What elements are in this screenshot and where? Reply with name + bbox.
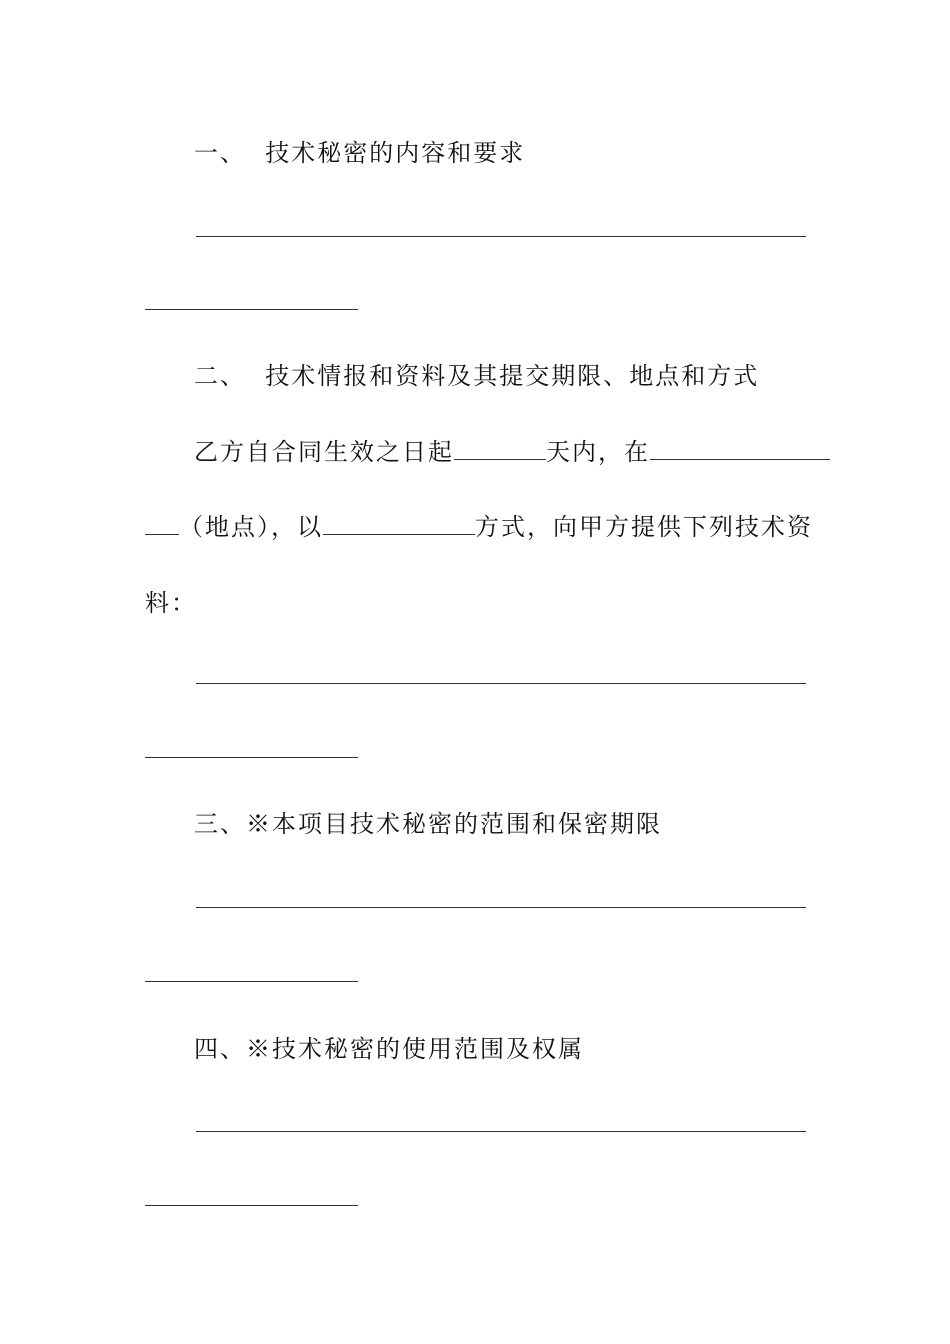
place-blank [650,437,830,460]
fill-line [196,236,806,237]
clause-2-line-1 [194,437,830,467]
clause-text: 方式，向甲方提供下列技术资 [475,513,813,541]
method-blank [323,512,475,535]
fill-line [196,683,806,684]
section-2-heading: 二、 技术情报和资料及其提交期限、地点和方式 [194,362,760,390]
clause-2-line-3: 料： [145,589,197,617]
fill-line [145,309,358,310]
clause-text: 天内，在 [546,438,650,466]
section-4-heading: 四、※技术秘密的使用范围及权属 [194,1035,584,1063]
place-blank-cont [145,512,179,535]
section-1-heading: 一、 技术秘密的内容和要求 [194,139,526,167]
fill-line [145,1205,358,1206]
fill-line [145,757,358,758]
days-blank [454,437,546,460]
fill-line [145,981,358,982]
clause-2-line-2 [145,512,813,542]
clause-text: （地点），以 [179,513,323,541]
section-3-heading: 三、※本项目技术秘密的范围和保密期限 [194,810,662,838]
clause-text: 乙方自合同生效之日起 [194,438,454,466]
fill-line [196,1131,806,1132]
fill-line [196,907,806,908]
